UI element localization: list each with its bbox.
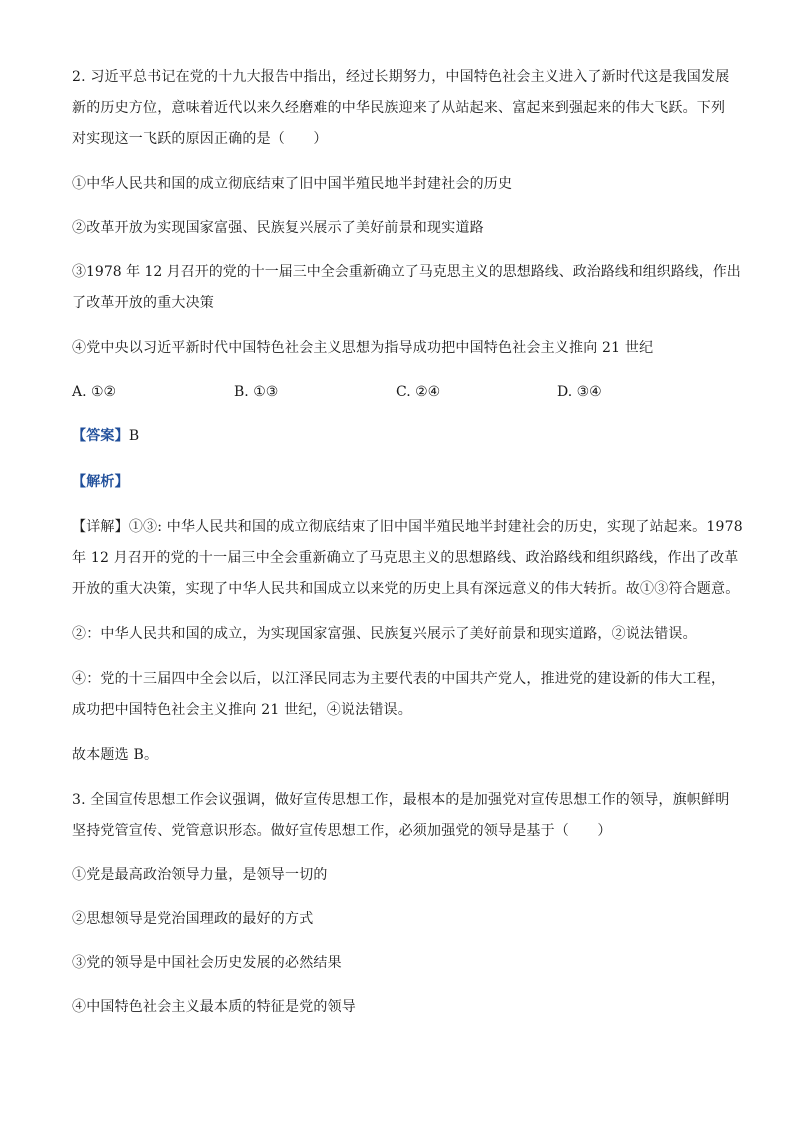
q2-option-a: A. ①② xyxy=(72,384,117,400)
q2-analysis-heading xyxy=(72,472,129,492)
q3-stem-line-2: 坚持党管宣传、党管意识形态。做好宣传思想工作，必须加强党的领导是基于（ ） xyxy=(72,823,612,839)
q2-stem-line-2: 新的历史方位，意味着近代以来久经磨难的中华民族迎来了从站起来、富起来到强起来的伟大飞跃。下列 xyxy=(72,100,726,116)
q2-stem-line-3: 对实现这一飞跃的原因正确的是（ ） xyxy=(72,131,328,147)
q3-item-3: ③党的领导是中国社会历史发展的必然结果 xyxy=(72,955,342,971)
q2-detail-line-3: 开放的重大决策，实现了中华人民共和国成立以来党的历史上具有深远意义的伟大转折。故①③符合题意。 xyxy=(72,581,740,597)
q2-detail-line-1 xyxy=(72,517,743,537)
q2-item-2: ②改革开放为实现国家富强、民族复兴展示了美好前景和现实道路 xyxy=(72,220,484,236)
q3-stem-line-1: 3. 全国宣传思想工作会议强调，做好宣传思想工作，最根本的是加强党对宣传思想工作的领导，旗帜鲜明 xyxy=(72,792,730,808)
q2-stem-line-1: 2. 习近平总书记在党的十九大报告中指出，经过长期努力，中国特色社会主义进入了新时代这是我国发展 xyxy=(72,69,730,85)
q2-conclusion: 故本题选 B。 xyxy=(72,747,159,763)
detail-tag: 【详解】 xyxy=(72,519,129,535)
analysis-tag: 【解析】 xyxy=(72,474,129,490)
q3-item-2: ②思想领导是党治国理政的最好的方式 xyxy=(72,911,314,927)
q2-detail-line-2: 年 12 月召开的党的十一届三中全会重新确立了马克思主义的思想路线、政治路线和组织路线，作出了改革 xyxy=(72,550,739,566)
q2-item-4: ④党中央以习近平新时代中国特色社会主义思想为指导成功把中国特色社会主义推向 21 世纪 xyxy=(72,340,654,356)
q2-option-c: C. ②④ xyxy=(396,384,441,400)
q3-item-4: ④中国特色社会主义最本质的特征是党的领导 xyxy=(72,999,356,1015)
q2-answer xyxy=(72,426,139,446)
q2-option-b: B. ①③ xyxy=(234,384,279,400)
detail-text-1: ①③: 中华人民共和国的成立彻底结束了旧中国半殖民地半封建社会的历史，实现了站起来。1978 xyxy=(128,519,743,535)
q2-detail-line-4: ②：中华人民共和国的成立，为实现国家富强、民族复兴展示了美好前景和现实道路，②说法错误。 xyxy=(72,626,697,642)
q2-item-3-line-2: 了改革开放的重大决策 xyxy=(72,295,214,311)
q2-item-1: ①中华人民共和国的成立彻底结束了旧中国半殖民地半封建社会的历史 xyxy=(72,176,513,192)
q2-detail-line-5: ④：党的十三届四中全会以后，以江泽民同志为主要代表的中国共产党人，推进党的建设新的伟大工程， xyxy=(72,671,726,687)
answer-value: B xyxy=(128,428,140,444)
answer-tag: 【答案】 xyxy=(72,428,129,444)
q3-item-1: ①党是最高政治领导力量，是领导一切的 xyxy=(72,867,328,883)
q2-detail-line-6: 成功把中国特色社会主义推向 21 世纪，④说法错误。 xyxy=(72,702,412,718)
q2-option-d: D. ③④ xyxy=(557,384,602,400)
q2-item-3-line-1: ③1978 年 12 月召开的党的十一届三中全会重新确立了马克思主义的思想路线、政治路线和组织路线，作出 xyxy=(72,264,741,280)
